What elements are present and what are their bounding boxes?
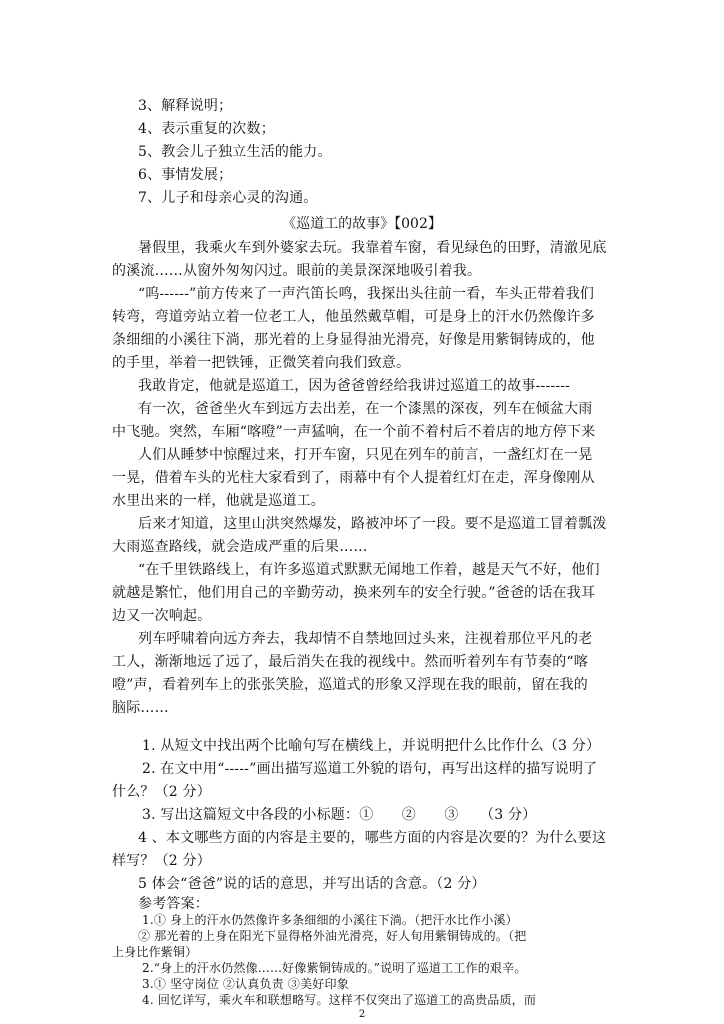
question-1: 1. 从短文中找出两个比喻句写在横线上，并说明把什么比作什么（3 分） xyxy=(142,738,601,754)
list-item-3: 3、解释说明； xyxy=(138,98,233,114)
question-4-cont: 样写？（2 分） xyxy=(112,853,211,869)
question-2: 2. 在文中用“-----”画出描写巡道工外貌的语句，再写出这样的描写说明了 xyxy=(142,761,598,777)
article-line: “在千里铁路线上，有许多巡道式默默无闻地工作着，越是天气不好，他们 xyxy=(138,562,600,578)
article-line: 水里出来的一样，他就是巡道工。 xyxy=(112,493,325,509)
article-line: 的手里，举着一把铁锤，正微笑着向我们致意。 xyxy=(112,355,411,371)
answer-line: 1.① 身上的汗水仍然像许多条细细的小溪往下淌。（把汗水比作小溪） xyxy=(142,913,518,927)
article-line: 的溪流……从窗外匆匆闪过。眼前的美景深深地吸引着我。 xyxy=(112,263,482,279)
question-2-cont: 什么？（2 分） xyxy=(112,784,211,800)
list-item-6: 6、事情发展； xyxy=(138,167,233,183)
article-line: 列车呼啸着向远方奔去，我却情不自禁地回过头来，注视着那位平凡的老 xyxy=(138,631,593,647)
article-line: 条细细的小溪往下淌，那光着的上身显得油光滑亮，好像是用紫铜铸成的，他 xyxy=(112,332,595,348)
article-line: 就越是繁忙，他们用自己的辛勤劳动，换来列车的安全行驶。”爸爸的话在我耳 xyxy=(112,585,596,601)
answers-heading: 参考答案： xyxy=(138,896,209,912)
article-line: 噔”声，看着列车上的张张笑脸，巡道式的形象又浮现在我的眼前，留在我的 xyxy=(112,677,588,693)
article-line: 转弯，弯道旁站立着一位老工人，他虽然戴草帽，可是身上的汗水仍然像许多 xyxy=(112,309,595,325)
question-3: 3. 写出这篇短文中各段的小标题：① ② ③ （3 分） xyxy=(142,807,537,823)
article-line: 有一次，爸爸坐火车到远方去出差，在一个漆黑的深夜，列车在倾盆大雨 xyxy=(138,401,593,417)
article-line: “呜------”前方传来了一声汽笛长鸣，我探出头往前一看，车头正带着我们 xyxy=(138,286,595,302)
answer-line: 上身比作紫铜） xyxy=(112,945,198,959)
answer-line: ② 那光着的上身在阳光下显得格外油光滑亮，好人旬用紫铜铸成的。（把 xyxy=(138,929,527,943)
article-line: 人们从睡梦中惊醒过来，打开车窗，只见在列车的前言，一盏红灯在一晃 xyxy=(138,447,593,463)
question-5: 5 体会“爸爸”说的话的意思，并写出话的含意。（2 分） xyxy=(138,876,486,892)
article-line: 边又一次响起。 xyxy=(112,608,212,624)
article-line: 脑际…… xyxy=(112,700,169,716)
article-line: 中飞驰。突然，车厢“喀噔”一声猛响，在一个前不着村后不着店的地方停下来 xyxy=(112,424,596,440)
answer-line: 3.① 坚守岗位 ②认真负责 ③美好印象 xyxy=(142,977,349,991)
article-line: 暑假里，我乘火车到外婆家去玩。我靠着车窗，看见绿色的田野，清澈见底 xyxy=(138,240,607,256)
answer-line: 4. 回忆详写，乘火车和联想略写。这样不仅突出了巡道工的高贵品质，而 xyxy=(142,993,537,1007)
article-line: 一晃，借着车头的光柱大家看到了，雨幕中有个人提着红灯在走，浑身像刚从 xyxy=(112,470,595,486)
article-line: 大雨巡查路线，就会造成严重的后果…… xyxy=(112,539,368,555)
list-item-5: 5、教会儿子独立生活的能力。 xyxy=(138,144,332,160)
article-line: 工人，渐渐地远了远了，最后消失在我的视线中。然而听着列车有节奏的“喀 xyxy=(112,654,588,670)
question-4: 4 、本文哪些方面的内容是主要的，哪些方面的内容是次要的？为什么要这 xyxy=(138,830,607,846)
list-item-7: 7、儿子和母亲心灵的沟通。 xyxy=(138,190,318,206)
article-line: 后来才知道，这里山洪突然爆发，路被冲坏了一段。要不是巡道工冒着瓢泼 xyxy=(138,516,607,532)
article-title: 《巡道工的故事》【002】 xyxy=(282,216,442,232)
answer-line: 2.“身上的汗水仍然像……好像紫铜铸成的。”说明了巡道工工作的艰辛。 xyxy=(142,961,527,975)
page-number: 2 xyxy=(358,1009,366,1020)
article-line: 我敢肯定，他就是巡道工，因为爸爸曾经给我讲过巡道工的故事------- xyxy=(138,378,571,394)
list-item-4: 4、表示重复的次数； xyxy=(138,121,275,137)
